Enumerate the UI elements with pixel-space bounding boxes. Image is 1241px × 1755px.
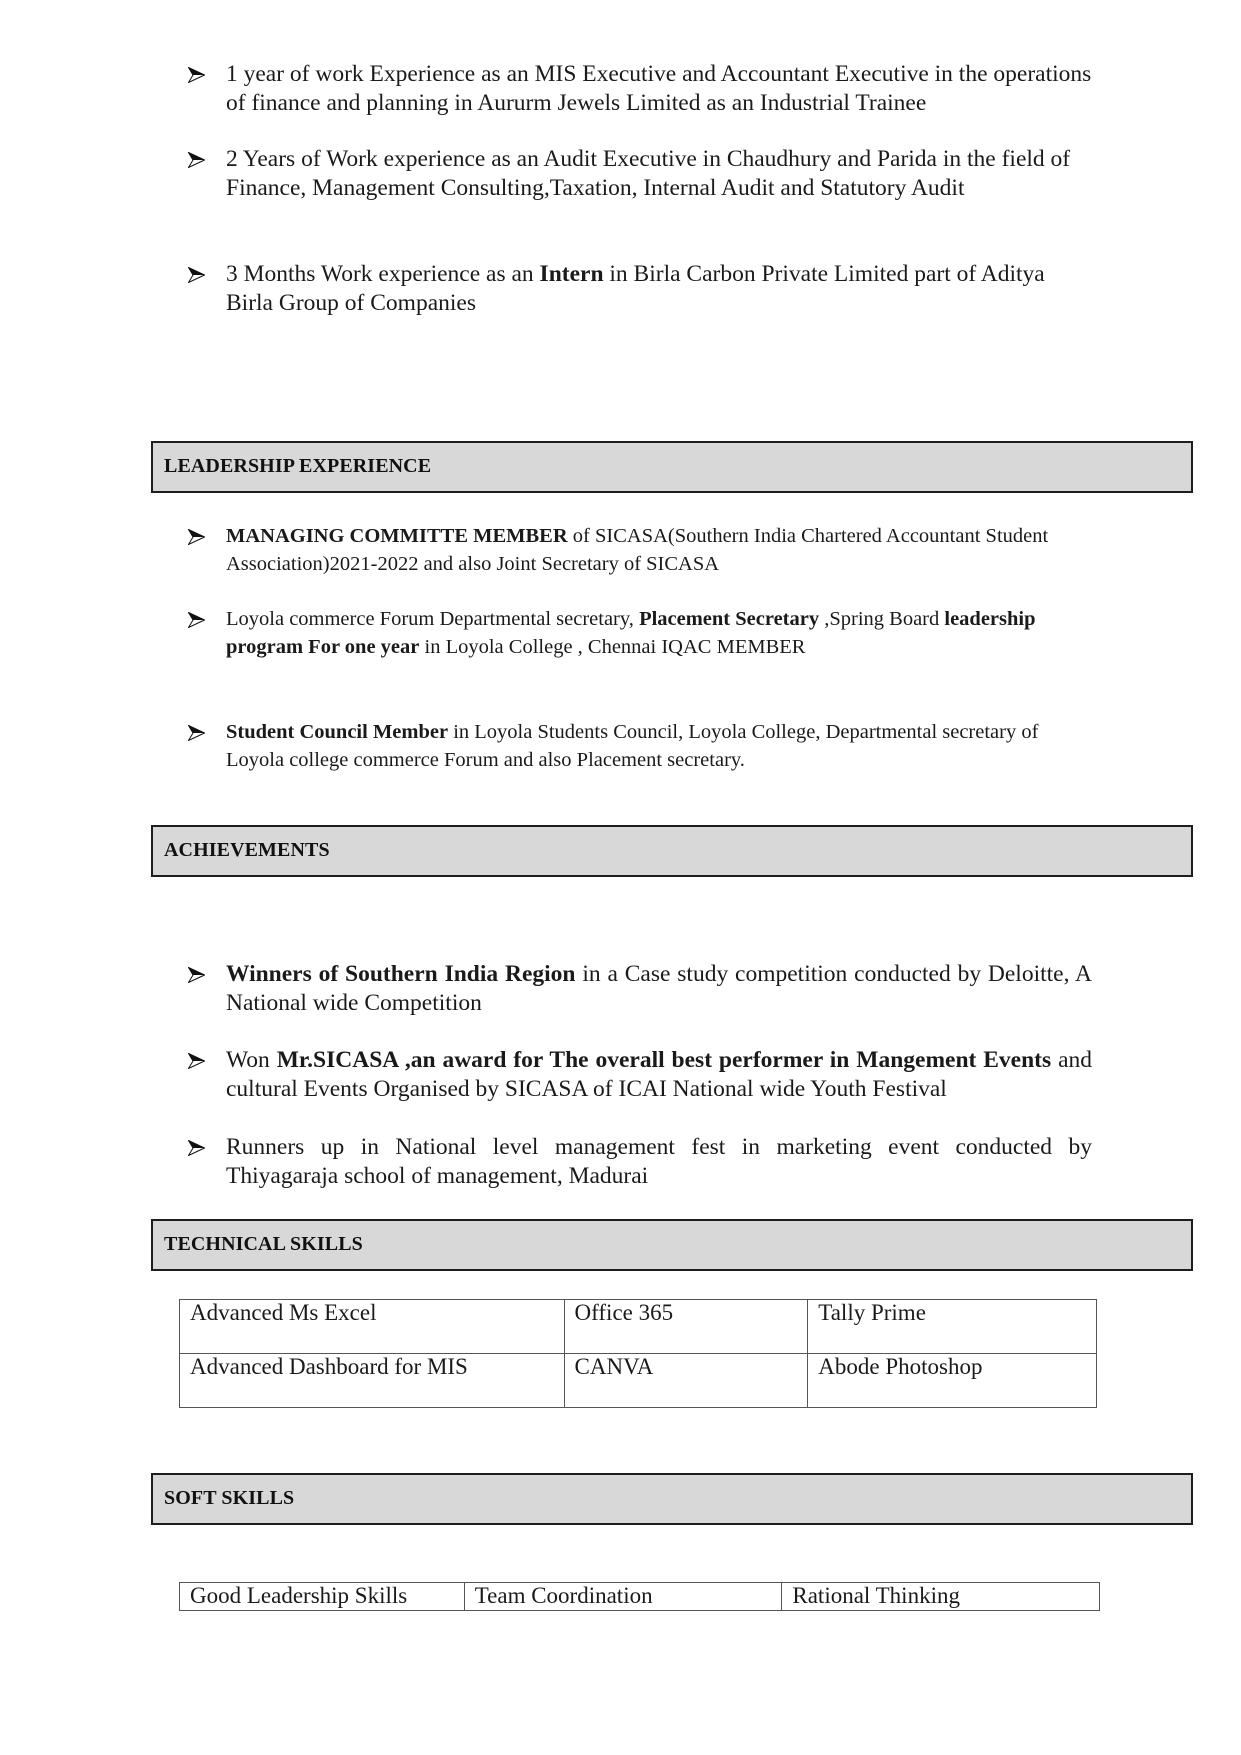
text-run: 2 Years of Work experience as an Audit Executive in Chaudhury and Parida in the field of Finance, Management Consulting,Taxation, Internal Audit and Statutory Audit: [226, 146, 1071, 201]
section-header-leadership: [151, 441, 1193, 493]
bullet-text: [226, 1046, 1092, 1103]
bullet-text: [226, 145, 1092, 202]
text-run: in Loyola Students Council, Loyola College, Departmental secretary of Loyola college commerce Forum and also Placement secretary.: [226, 721, 1039, 771]
bullet-text: [226, 960, 1092, 1017]
bold-text-run: leadership program For one year: [226, 608, 1036, 658]
text-run: in Birla Carbon Private Limited part of Aditya Birla Group of Companies: [226, 261, 1045, 316]
bullet-text: [226, 522, 1092, 578]
bullet-text: [226, 718, 1092, 774]
soft-skills-table: [179, 1582, 1100, 1611]
section-title: TECHNICAL SKILLS: [164, 1233, 363, 1255]
table-row: [180, 1300, 1097, 1354]
bold-text-run: Winners of Southern India Region: [226, 961, 576, 987]
table-cell: CANVA: [564, 1354, 808, 1408]
bullet-text: [226, 60, 1092, 117]
arrowhead-bullet-icon: [188, 718, 208, 746]
bold-text-run: Intern: [539, 261, 604, 287]
bullet-text: [226, 260, 1092, 317]
text-run: ,Spring Board: [819, 608, 945, 630]
section-title: LEADERSHIP EXPERIENCE: [164, 455, 432, 477]
table-cell: Advanced Dashboard for MIS: [180, 1354, 565, 1408]
bullet-text: [226, 1133, 1092, 1190]
bullet-text: [226, 605, 1092, 661]
table-row: [180, 1583, 1100, 1611]
arrowhead-bullet-icon: [188, 522, 208, 550]
arrowhead-bullet-icon: [188, 605, 208, 633]
section-title: ACHIEVEMENTS: [164, 839, 330, 861]
bold-text-run: Placement Secretary: [639, 608, 820, 630]
table-cell: Tally Prime: [808, 1300, 1097, 1354]
arrowhead-bullet-icon: [188, 145, 208, 173]
section-header-technical-skills: [151, 1219, 1193, 1271]
arrowhead-bullet-icon: [188, 60, 208, 88]
table-row: [180, 1354, 1097, 1408]
arrowhead-bullet-icon: [188, 1046, 208, 1074]
text-run: Won: [226, 1047, 277, 1073]
table-cell: Abode Photoshop: [808, 1354, 1097, 1408]
text-run: of SICASA(Southern India Chartered Accountant Student Association)2021-2022 and also Joint Secretary of SICASA: [226, 525, 1049, 575]
bold-text-run: Mr.SICASA ,an award for The overall best performer in Mangement Events: [276, 1047, 1052, 1073]
bold-text-run: MANAGING COMMITTE MEMBER: [226, 525, 568, 547]
technical-skills-table: [179, 1299, 1097, 1408]
table-cell: Rational Thinking: [782, 1583, 1100, 1611]
text-run: and cultural Events Organised by SICASA of ICAI National wide Youth Festival: [226, 1047, 1093, 1102]
arrowhead-bullet-icon: [188, 1133, 208, 1161]
table-cell: Office 365: [564, 1300, 808, 1354]
section-header-achievements: [151, 825, 1193, 877]
text-run: 3 Months Work experience as an: [226, 261, 540, 287]
table-cell: Team Coordination: [464, 1583, 782, 1611]
section-header-soft-skills: [151, 1473, 1193, 1525]
text-run: 1 year of work Experience as an MIS Executive and Accountant Executive in the operations of finance and planning in Aururm Jewels Limited as an Industrial Trainee: [226, 61, 1092, 116]
table-cell: Advanced Ms Excel: [180, 1300, 565, 1354]
text-run: Loyola commerce Forum Departmental secretary,: [226, 608, 640, 630]
text-run: in Loyola College , Chennai IQAC MEMBER: [419, 636, 806, 658]
text-run: in a Case study competition conducted by Deloitte, A National wide Competition: [226, 961, 1093, 1016]
text-run: Runners up in National level management fest in marketing event conducted by Thiyagaraja school of management, Madurai: [226, 1134, 1092, 1189]
section-title: SOFT SKILLS: [164, 1487, 295, 1509]
bold-text-run: Student Council Member: [226, 721, 449, 743]
table-cell: Good Leadership Skills: [180, 1583, 465, 1611]
arrowhead-bullet-icon: [188, 260, 208, 288]
arrowhead-bullet-icon: [188, 960, 208, 988]
